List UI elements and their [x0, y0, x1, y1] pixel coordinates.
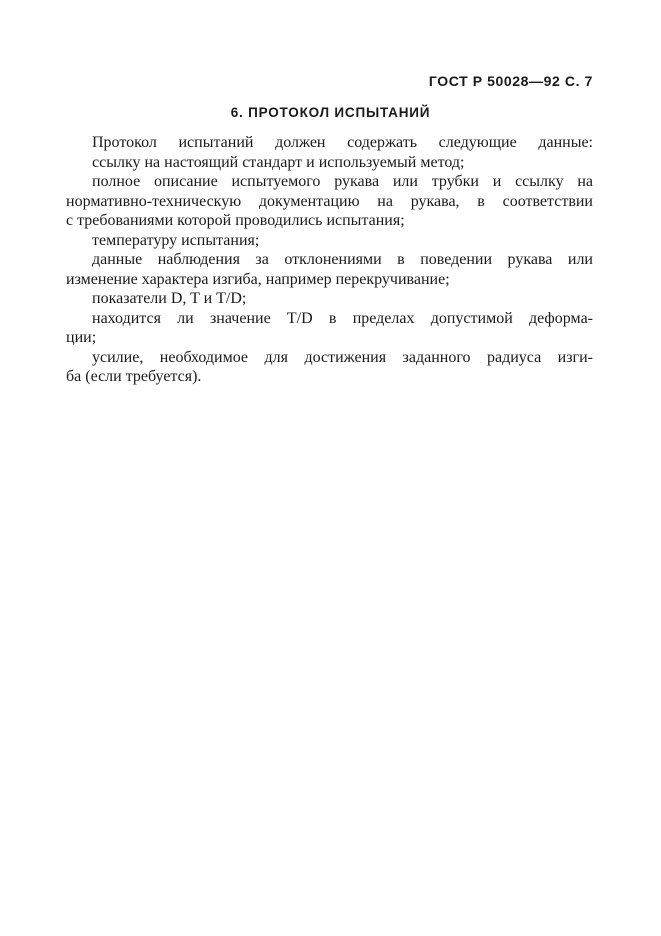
section-body: [66, 133, 593, 387]
text-line: усилие, необходимое для достижения заданного радиуса изги-: [92, 348, 593, 366]
text-line: показатели D, T и T/D;: [92, 290, 247, 307]
page-header-standard: ГОСТ Р 50028—92 С. 7: [428, 73, 593, 89]
text-line: нормативно-техническую документацию на рукава, в соответствии: [66, 192, 593, 210]
text-line: Протокол испытаний должен содержать следующие данные:: [92, 134, 593, 151]
text-line: полное описание испытуемого рукава или трубки и ссылку на: [92, 173, 593, 190]
text-line: температуру испытания;: [92, 231, 260, 249]
section-title: 6. ПРОТОКОЛ ИСПЫТАНИЙ: [230, 105, 431, 120]
text-line: изменение характера изгиба, например перекручивание;: [66, 270, 450, 288]
text-line: находится ли значение T/D в пределах допустимой деформа-: [92, 309, 593, 327]
text-line: данные наблюдения за отклонениями в поведении рукава или: [92, 251, 593, 268]
text-line: с требованиями которой проводились испытания;: [66, 212, 405, 229]
text-line: ции;: [66, 329, 97, 346]
text-line: ссылку на настоящий стандарт и используемый метод;: [92, 153, 465, 171]
text-line: ба (если требуется).: [66, 368, 202, 385]
